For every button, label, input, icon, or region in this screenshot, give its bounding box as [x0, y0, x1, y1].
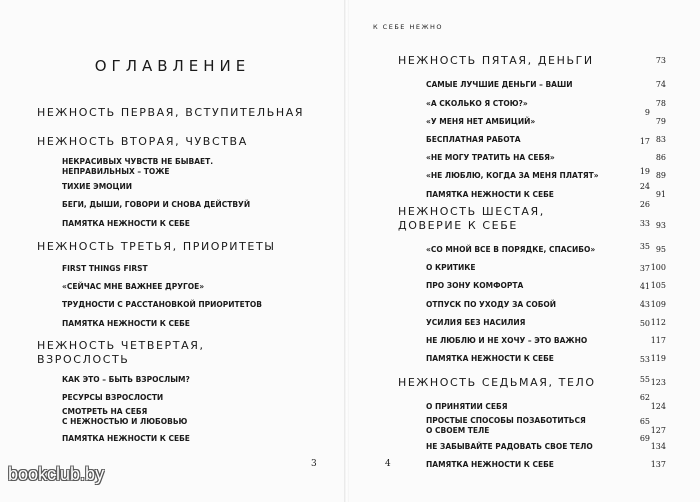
toc-title: «НЕ МОГУ ТРАТИТЬ НА СЕБЯ»	[426, 153, 555, 162]
toc-title: РЕСУРСЫ ВЗРОСЛОСТИ	[62, 393, 164, 402]
toc-section[interactable]	[426, 336, 666, 346]
toc-page-number: 134	[650, 442, 666, 451]
toc-page-number: 65	[639, 417, 650, 426]
toc-page-number: 43	[639, 300, 650, 309]
toc-title: «У МЕНЯ НЕТ АМБИЦИЙ»	[426, 117, 536, 126]
toc-title: САМЫЕ ЛУЧШИЕ ДЕНЬГИ – ВАШИ	[426, 80, 573, 89]
toc-page-number: 33	[639, 219, 650, 228]
toc-section[interactable]	[426, 442, 666, 452]
toc-page-number: 37	[639, 264, 650, 273]
toc-section[interactable]	[426, 281, 666, 291]
toc-page-number: 127	[650, 426, 666, 435]
toc-title: О КРИТИКЕ	[426, 263, 476, 272]
toc-section[interactable]	[426, 80, 666, 90]
toc-section[interactable]	[426, 135, 666, 145]
toc-section[interactable]	[426, 318, 666, 328]
toc-title: УСИЛИЯ БЕЗ НАСИЛИЯ	[426, 318, 526, 327]
toc-title: ПАМЯТКА НЕЖНОСТИ К СЕБЕ	[62, 319, 190, 328]
toc-page-number: 79	[655, 117, 666, 126]
toc-page-number: 86	[655, 153, 666, 162]
toc-title: НЕЖНОСТЬ СЕДЬМАЯ, ТЕЛО	[398, 376, 596, 389]
toc-page-number: 137	[650, 460, 666, 469]
toc-page-number: 123	[650, 378, 666, 387]
toc-page-number: 50	[639, 319, 650, 328]
running-head: К СЕБЕ НЕЖНО	[373, 23, 443, 31]
toc-title: НЕЖНОСТЬ ВТОРАЯ, ЧУВСТВА	[37, 135, 248, 148]
toc-title: НЕЖНОСТЬ ПЕРВАЯ, ВСТУПИТЕЛЬНАЯ	[37, 106, 305, 119]
toc-title: ТИХИЕ ЭМОЦИИ	[62, 182, 133, 191]
toc-title: КАК ЭТО – БЫТЬ ВЗРОСЛЫМ?	[62, 375, 190, 384]
toc-title: ПАМЯТКА НЕЖНОСТИ К СЕБЕ	[426, 190, 554, 199]
toc-section[interactable]	[426, 171, 666, 181]
toc-page-number: 35	[639, 242, 650, 251]
toc-page-number: 53	[639, 355, 650, 364]
toc-title: НЕЖНОСТЬ ТРЕТЬЯ, ПРИОРИТЕТЫ	[37, 240, 276, 253]
toc-page-number: 83	[655, 135, 666, 144]
toc-page-number: 100	[650, 263, 666, 272]
toc-page-number: 24	[639, 182, 650, 191]
toc-page-number: 62	[639, 393, 650, 402]
toc-section[interactable]	[426, 153, 666, 163]
toc-chapter[interactable]	[398, 54, 666, 68]
toc-title: НЕЖНОСТЬ ШЕСТАЯ, ДОВЕРИЕ К СЕБЕ	[398, 205, 545, 232]
toc-title: БЕСПЛАТНАЯ РАБОТА	[426, 135, 521, 144]
toc-section[interactable]	[426, 354, 666, 364]
left-page-number: 3	[311, 459, 317, 469]
toc-title: ПРОСТЫЕ СПОСОБЫ ПОЗАБОТИТЬСЯ О СВОЕМ ТЕЛЕ	[426, 416, 586, 435]
toc-page-number: 95	[655, 245, 666, 254]
toc-page-number: 9	[644, 108, 650, 117]
toc-section[interactable]	[426, 300, 666, 310]
toc-section[interactable]	[426, 117, 666, 127]
toc-page-number: 74	[655, 80, 666, 89]
toc-page-number: 112	[650, 318, 666, 327]
toc-title: «НЕ ЛЮБЛЮ, КОГДА ЗА МЕНЯ ПЛАТЯТ»	[426, 171, 599, 180]
toc-section[interactable]	[426, 416, 666, 436]
toc-section[interactable]	[426, 460, 666, 470]
toc-section[interactable]	[426, 245, 666, 255]
toc-title: НЕЖНОСТЬ ЧЕТВЕРТАЯ, ВЗРОСЛОСТЬ	[37, 339, 205, 366]
right-page-number: 4	[385, 459, 391, 469]
toc-title: ПАМЯТКА НЕЖНОСТИ К СЕБЕ	[62, 434, 190, 443]
toc-page-number: 105	[650, 281, 666, 290]
toc-page-number: 91	[655, 190, 666, 199]
toc-page-number: 117	[650, 336, 666, 345]
toc-section[interactable]	[426, 263, 666, 273]
watermark: bookclub.by	[8, 464, 105, 484]
toc-chapter[interactable]	[398, 205, 666, 233]
toc-title: ПРО ЗОНУ КОМФОРТА	[426, 281, 524, 290]
toc-heading: ОГЛАВЛЕНИЕ	[94, 57, 251, 75]
toc-page-number: 78	[655, 99, 666, 108]
toc-section[interactable]	[426, 99, 666, 109]
toc-title: НЕКРАСИВЫХ ЧУВСТВ НЕ БЫВАЕТ. НЕПРАВИЛЬНЫХ – ТОЖЕ	[62, 157, 214, 176]
toc-chapter[interactable]	[398, 376, 666, 390]
toc-title: НЕ ЗАБЫВАЙТЕ РАДОВАТЬ СВОЕ ТЕЛО	[426, 442, 593, 451]
toc-page-number: 55	[639, 375, 650, 384]
toc-title: СМОТРЕТЬ НА СЕБЯ С НЕЖНОСТЬЮ И ЛЮБОВЬЮ	[62, 407, 188, 426]
toc-title: «СО МНОЙ ВСЕ В ПОРЯДКЕ, СПАСИБО»	[426, 245, 596, 254]
toc-section[interactable]	[426, 190, 666, 200]
toc-title: ТРУДНОСТИ С РАССТАНОВКОЙ ПРИОРИТЕТОВ	[62, 300, 262, 309]
toc-title: ОТПУСК ПО УХОДУ ЗА СОБОЙ	[426, 300, 557, 309]
toc-page-number: 93	[655, 221, 666, 230]
toc-page-number: 41	[639, 282, 650, 291]
toc-title: ПАМЯТКА НЕЖНОСТИ К СЕБЕ	[426, 354, 554, 363]
toc-page-number: 73	[655, 56, 666, 65]
toc-page-number: 26	[639, 200, 650, 209]
toc-page-number: 124	[650, 402, 666, 411]
toc-section[interactable]	[426, 402, 666, 412]
toc-page-number: 119	[650, 354, 666, 363]
toc-page-number: 89	[655, 171, 666, 180]
toc-page-number: 109	[650, 300, 666, 309]
toc-title: ПАМЯТКА НЕЖНОСТИ К СЕБЕ	[426, 460, 554, 469]
toc-title: ПАМЯТКА НЕЖНОСТИ К СЕБЕ	[62, 219, 190, 228]
toc-title: «А СКОЛЬКО Я СТОЮ?»	[426, 99, 528, 108]
toc-title: FIRST THINGS FIRST	[62, 264, 148, 273]
toc-title: НЕ ЛЮБЛЮ И НЕ ХОЧУ – ЭТО ВАЖНО	[426, 336, 588, 345]
toc-title: БЕГИ, ДЫШИ, ГОВОРИ И СНОВА ДЕЙСТВУЙ	[62, 200, 251, 209]
toc-title: «СЕЙЧАС МНЕ ВАЖНЕЕ ДРУГОЕ»	[62, 282, 205, 291]
toc-page-number: 19	[639, 167, 650, 176]
toc-title: НЕЖНОСТЬ ПЯТАЯ, ДЕНЬГИ	[398, 54, 594, 67]
toc-title: О ПРИНЯТИИ СЕБЯ	[426, 402, 508, 411]
toc-page-number: 17	[639, 137, 650, 146]
toc-page-number: 69	[639, 434, 650, 443]
